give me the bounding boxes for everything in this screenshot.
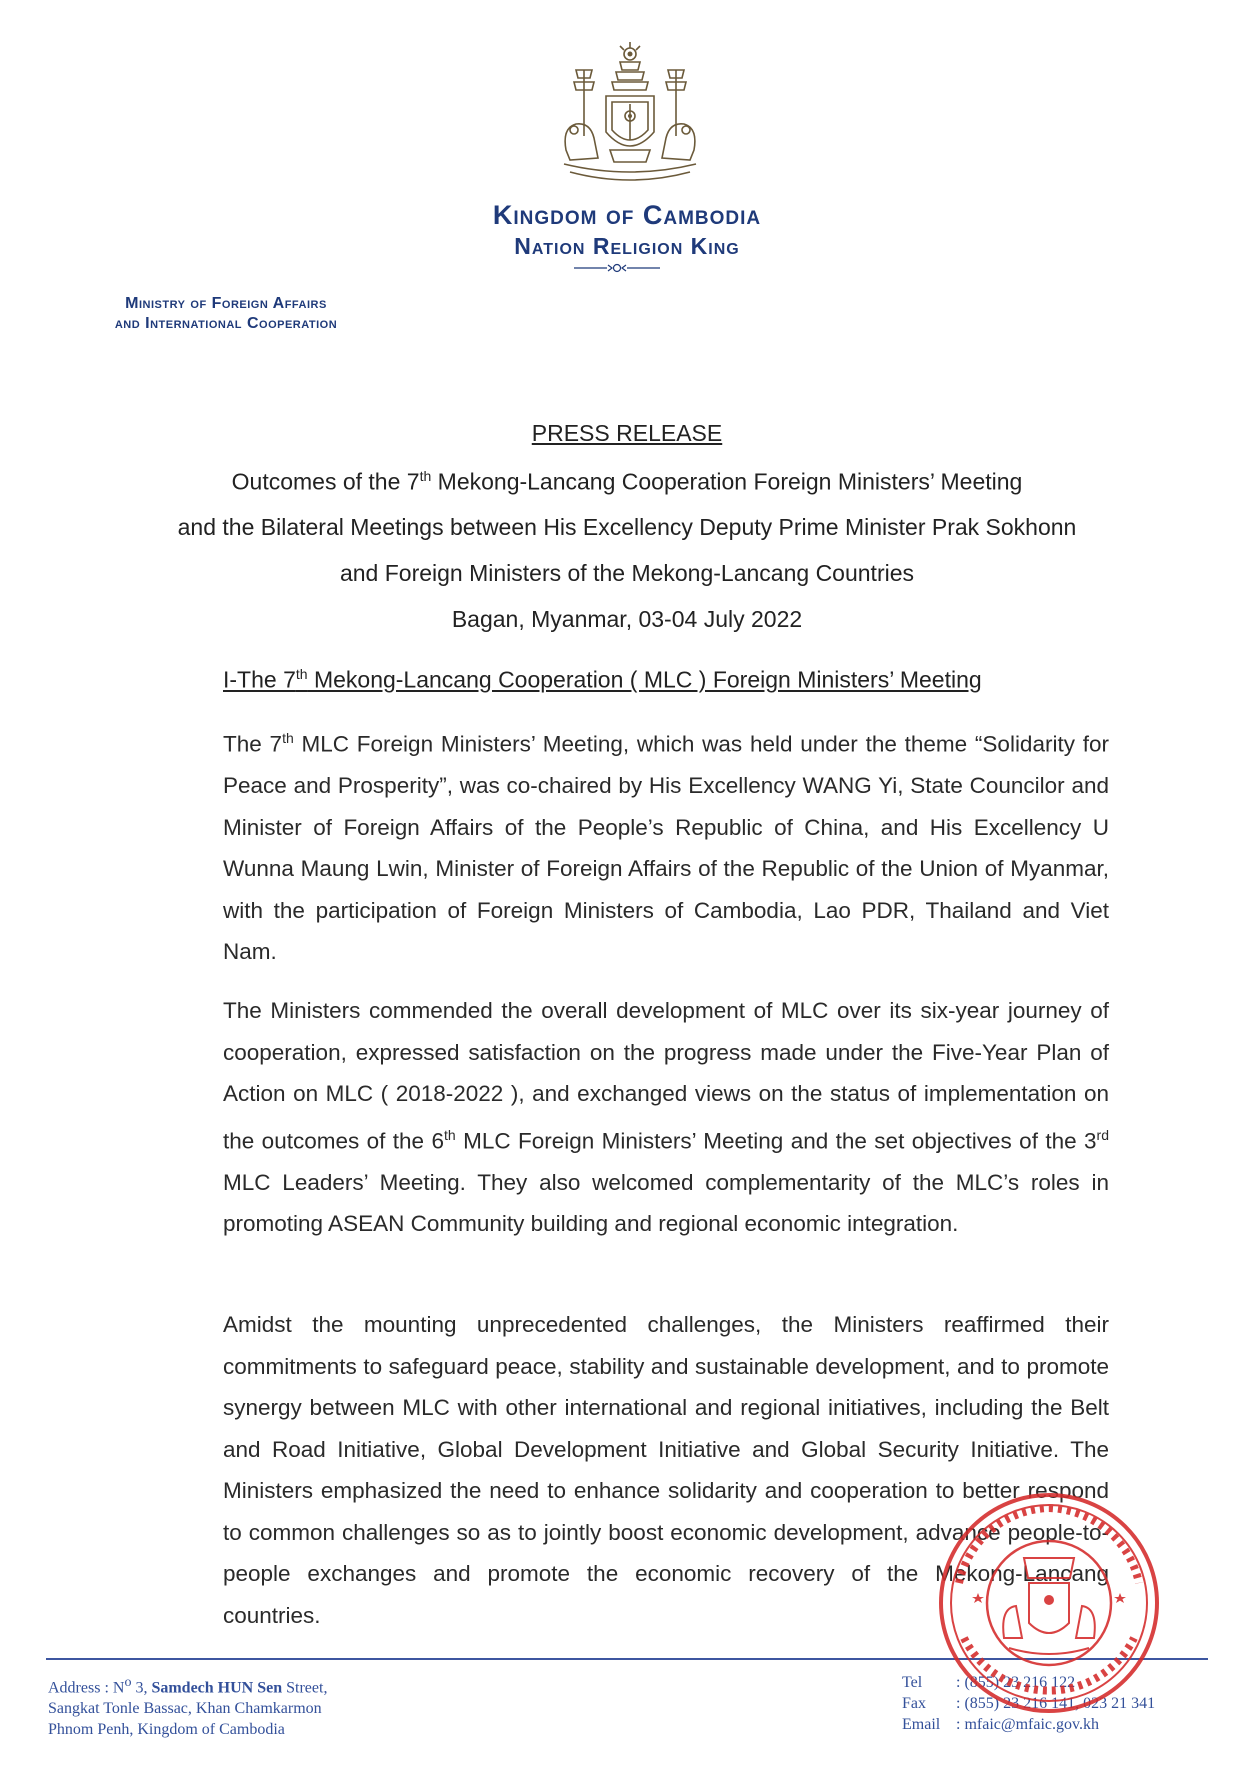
tel-value: : (855) 23 216 122 [956,1674,1076,1691]
ministry-line-1: Ministry of Foreign Affairs [125,295,327,312]
paragraph-text: MLC Leaders’ Meeting. They also welcomed complementarity of the MLC’s roles in promoting ASEAN Community building and regional economic integration. [223,1169,1109,1236]
release-subtitle-line-1 [0,468,1254,496]
official-seal-stamp [934,1488,1164,1718]
paragraph-text: The Ministers commended the overall development of MLC over its six-year journey of cooperation, expressed satisfaction on the progress made under the Five-Year Plan of Action on MLC ( 2018-2022 ), and exchanged views on the status of implementation on the outcomes of the 6 [223,998,1109,1153]
heading-text: I-The 7 [223,666,296,693]
ordinal-suffix: th [282,730,294,746]
royal-coat-of-arms-emblem [550,40,710,190]
street-name: Samdech HUN Sen [151,1679,283,1697]
ministry-line-2: and International Cooperation [114,315,338,332]
address-text: Address : N [48,1679,125,1697]
fax-label: Fax [902,1695,926,1712]
ordinal-suffix: th [443,1126,456,1143]
release-subtitle-line-2: and the Bilateral Meetings between His Excellency Deputy Prime Minister Prak Sokhonn [177,514,1077,540]
press-release-label: PRESS RELEASE [531,420,723,446]
address-text: 3, [131,1679,152,1697]
decorative-divider-ornament [572,263,662,273]
fax-value: : (855) 23 216 141, 023 21 341 [956,1695,1156,1712]
tel-label: Tel [902,1674,923,1691]
subtitle-text: Outcomes of the 7 [231,468,420,495]
paragraph-text: The 7 [223,731,283,757]
ordinal-suffix: th [295,666,308,682]
address-line-1 [48,1672,327,1698]
footer-address [48,1672,327,1740]
release-place-date: Bagan, Myanmar, 03-04 July 2022 [451,606,803,632]
paragraph-1 [223,718,1109,973]
paragraph-2 [223,990,1109,1245]
heading-text: Mekong-Lancang Cooperation ( MLC ) Foreign Ministers’ Meeting [307,666,982,693]
address-line-3: Phnom Penh, Kingdom of Cambodia [48,1721,285,1739]
address-text: Street, [282,1679,328,1697]
kingdom-heading: Kingdom of Cambodia [492,200,762,230]
section-heading [223,666,982,694]
ministry-name [46,294,406,334]
email-link[interactable]: : mfaic@mfaic.gov.kh [956,1716,1099,1733]
number-symbol-suffix: o [124,1675,132,1690]
nation-motto: Nation Religion King [514,233,740,259]
ordinal-suffix: th [419,468,432,484]
email-label: Email [902,1716,941,1733]
address-line-2: Sangkat Tonle Bassac, Khan Chamkarmon [48,1700,322,1718]
paragraph-text: MLC Foreign Ministers’ Meeting, which was held under the theme “Solidarity for Peace and Prosperity”, was co-chaired by His Excellency WANG Yi, State Councilor and Minister of Foreign Affairs of the People’s Republic of China, and His Excellency U Wunna Maung Lwin, Minister of Foreign Affairs of the Republic of the Union of Myanmar, with the participation of Foreign Ministers of Cambodia, Lao PDR, Thailand and Viet Nam. [223,731,1109,964]
release-subtitle-line-3: and Foreign Ministers of the Mekong-Lancang Countries [339,560,915,586]
ordinal-suffix: rd [1096,1126,1109,1143]
subtitle-text: Mekong-Lancang Cooperation Foreign Ministers’ Meeting [431,468,1023,495]
paragraph-text: MLC Foreign Ministers’ Meeting and the set objectives of the 3 [455,1128,1097,1153]
paragraph-3: Amidst the mounting unprecedented challenges, the Ministers reaffirmed their commitments to safeguard peace, stability and sustainable development, and to promote synergy between MLC with other international and regional initiatives, including the Belt and Road Initiative, Global Development Initiative and Global Security Initiative. The Ministers emphasized the need to enhance solidarity and cooperation to better respond to common challenges so as to jointly boost economic development, advance people-to-people exchanges and promote the economic recovery of the Mekong-Lancang countries. [223,1312,1109,1628]
